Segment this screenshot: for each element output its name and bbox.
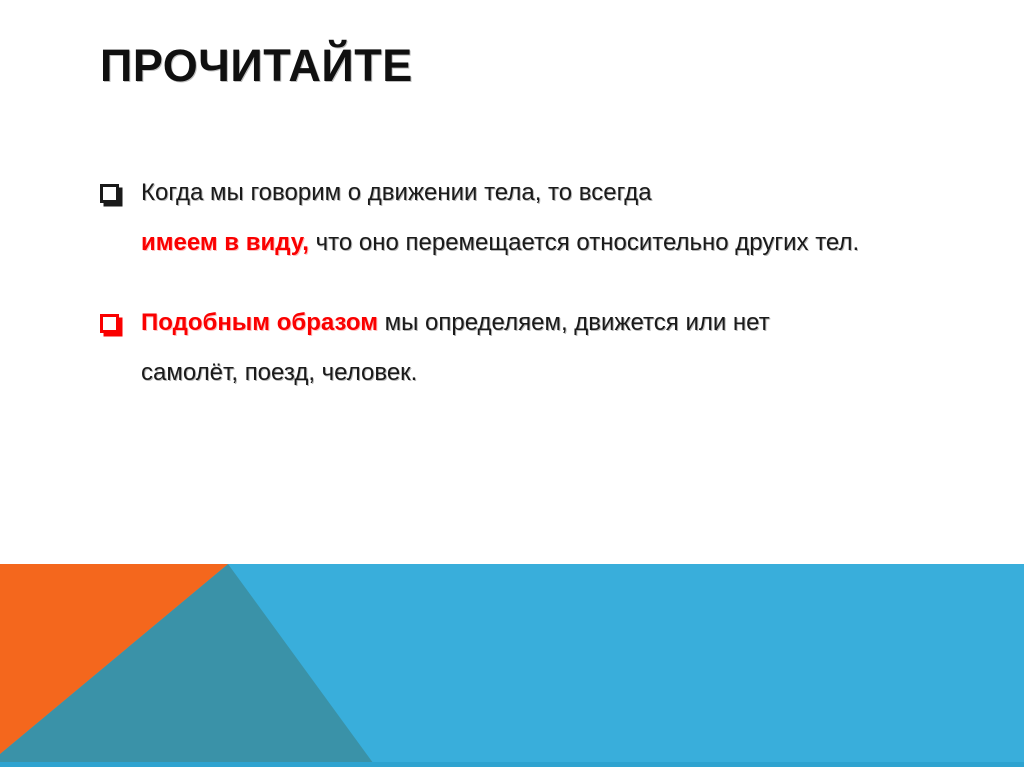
square-bullet-icon [100, 314, 119, 333]
bullet-line [141, 298, 960, 348]
bullet-item [100, 298, 960, 398]
text-segment: что оно перемещается относительно других тел. [308, 229, 860, 256]
text-segment-highlight: имеем в виду, [141, 229, 309, 256]
bullet-list [100, 168, 960, 398]
bullet-item [100, 168, 960, 268]
decorative-band [0, 564, 1024, 767]
text-segment-highlight: Подобным образом [141, 309, 378, 336]
bullet-line [141, 348, 960, 398]
text-segment: самолёт, поезд, человек. [141, 359, 418, 386]
text-segment: Когда мы говорим о движении тела, то всегда [141, 179, 652, 206]
slide-title: ПРОЧИТАЙТЕ [100, 40, 413, 91]
square-bullet-icon [100, 184, 119, 203]
text-segment: мы определяем, движется или нет [377, 309, 770, 336]
bullet-line [141, 168, 960, 218]
bullet-text [141, 168, 960, 268]
bottom-strip [0, 762, 1024, 767]
bullet-text [141, 298, 960, 398]
bullet-line [141, 218, 960, 268]
